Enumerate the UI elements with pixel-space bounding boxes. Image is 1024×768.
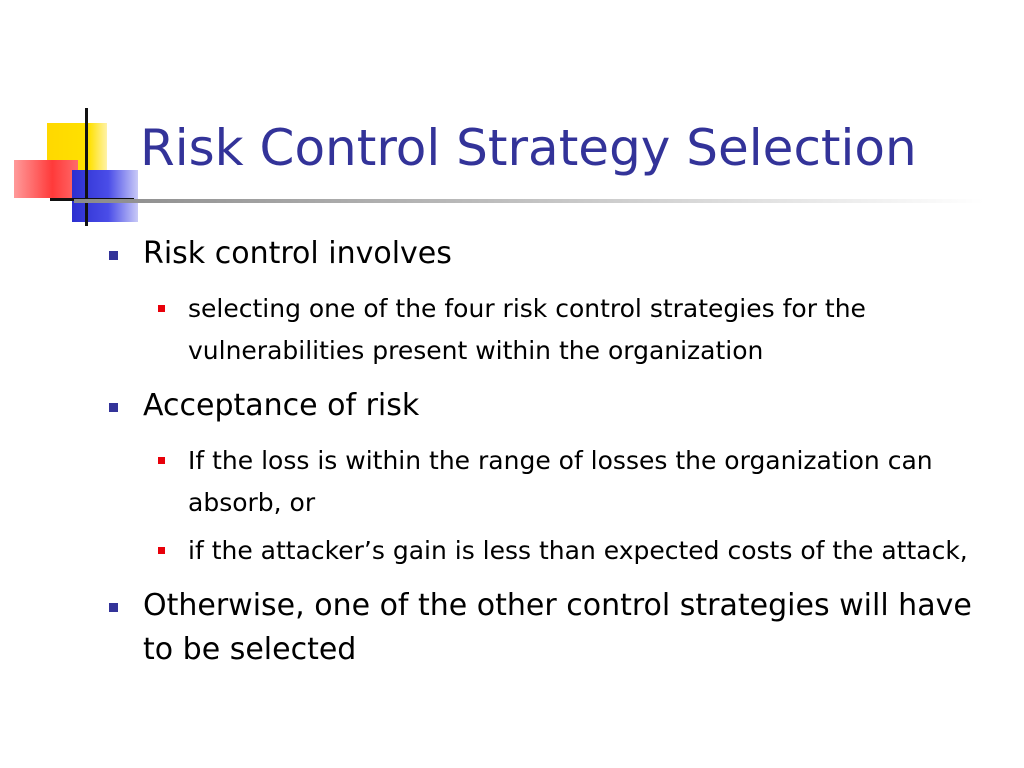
sub-bullet-text: selecting one of the four risk control strategies for the vulnerabilities present within the organization (188, 294, 866, 365)
bullet-text: Acceptance of risk (143, 388, 420, 423)
sub-bullet-item (0, 440, 968, 524)
square-bullet-icon (109, 403, 118, 412)
square-bullet-icon (109, 251, 118, 260)
small-square-bullet-icon (158, 305, 165, 312)
decorative-squares-logo (0, 0, 140, 230)
bullet-group-1 (0, 232, 1024, 372)
title-divider (74, 199, 984, 203)
sub-bullet-text: If the loss is within the range of losses the organization can absorb, or (188, 446, 933, 517)
slide-title: Risk Control Strategy Selection (140, 119, 917, 177)
bullet-text: Risk control involves (143, 236, 452, 271)
square-bullet-icon (109, 603, 118, 612)
small-square-bullet-icon (158, 457, 165, 464)
sub-bullet-text: if the attacker’s gain is less than expected costs of the attack, (188, 536, 968, 565)
logo-red-square (14, 160, 78, 198)
small-square-bullet-icon (158, 547, 165, 554)
bullet-list (0, 232, 1024, 684)
bullet-item (0, 584, 973, 672)
sub-bullet-item (0, 288, 968, 372)
bullet-text: Otherwise, one of the other control strategies will have to be selected (143, 588, 972, 667)
bullet-item (0, 384, 973, 428)
bullet-group-3 (0, 584, 1024, 672)
sub-bullet-item (0, 530, 968, 572)
bullet-group-2 (0, 384, 1024, 572)
logo-vertical-line (85, 108, 88, 226)
bullet-item (0, 232, 973, 276)
logo-blue-square (72, 170, 138, 222)
